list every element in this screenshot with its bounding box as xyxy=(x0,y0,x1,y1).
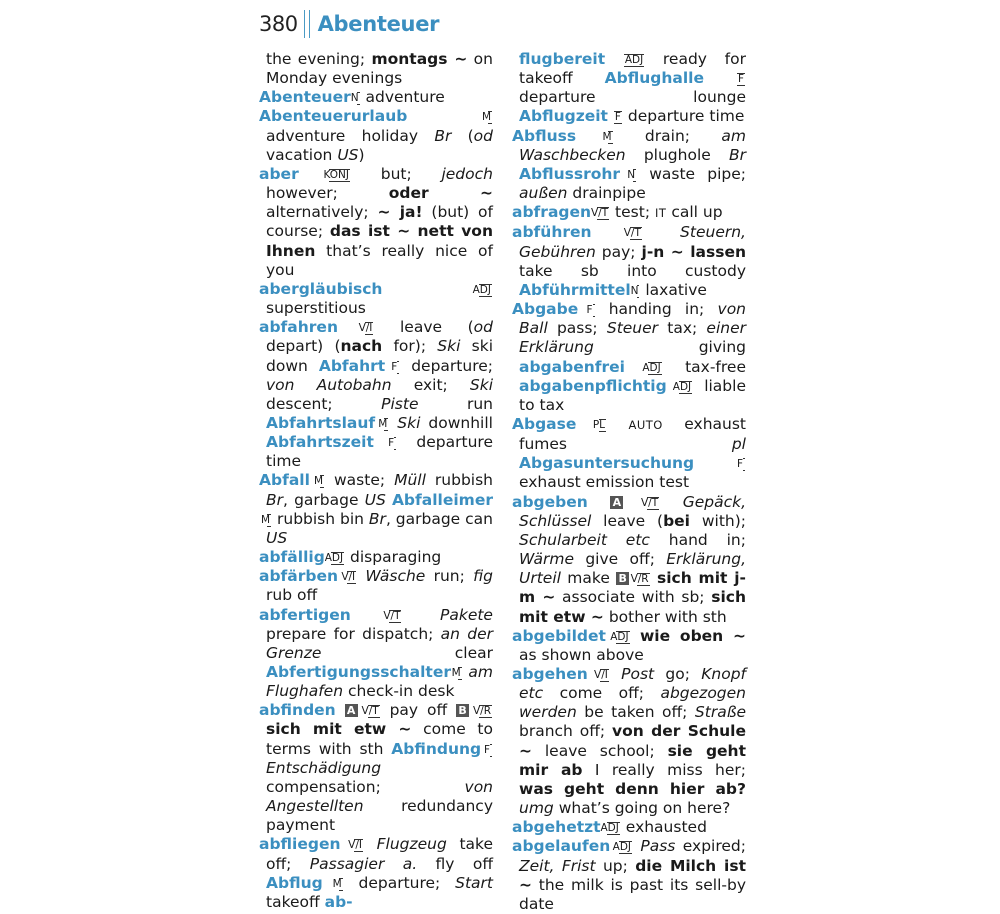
headword: abergläubisch xyxy=(259,279,383,298)
headword: abfahren xyxy=(259,318,338,337)
dictionary-entry: abfahren V/I leave (od depart) (nach for); Ski ski down Abfahrt F departure; von Autobahn exit; Ski descent; Piste run Abfahrtslauf M Ski downhill Abfahrtszeit F departure time xyxy=(259,318,494,471)
sense-marker: B xyxy=(616,572,629,585)
grammar-tag: V/I xyxy=(358,322,373,335)
headword: Abflughalle xyxy=(604,69,704,88)
header-divider xyxy=(304,10,310,38)
headword: aber xyxy=(259,164,299,183)
dictionary-entry: Abfluss M drain; am Waschbecken plughole Br Abflussrohr N waste pipe; außen drainpipe xyxy=(512,126,746,203)
grammar-tag: V/T xyxy=(383,609,401,622)
italic-gloss: Br xyxy=(728,145,746,164)
dictionary-entry: Abgabe F handing in; von Ball pass; Steuer tax; einer Erklärung giving abgabenfrei ADJ tax-free abgabenpflichtig ADJ liable to tax xyxy=(512,300,746,414)
bold-phrase: sie geht mir ab xyxy=(519,741,746,779)
italic-gloss: an der Grenze xyxy=(266,624,494,662)
headword: abfertigen xyxy=(259,605,351,624)
grammar-tag: V/T xyxy=(640,496,659,509)
italic-gloss: Ski xyxy=(437,337,461,356)
grammar-tag: ADJ xyxy=(324,552,344,565)
headword: abgehetzt xyxy=(512,818,601,837)
italic-gloss: von Autobahn xyxy=(266,375,392,394)
italic-gloss: pl xyxy=(731,435,746,454)
italic-gloss: Gepäck, Schlüssel xyxy=(519,492,746,530)
dictionary-column-left xyxy=(259,50,493,912)
bold-phrase: montags ~ xyxy=(371,50,468,68)
headword: abgebildet xyxy=(512,626,606,645)
grammar-tag: ADJ xyxy=(472,283,491,296)
dictionary-entry: abfertigen V/T Pakete prepare for dispatch; an der Grenze clear Abfertigungsschalter M am Flughafen check-in desk xyxy=(259,605,494,701)
running-head: Abenteuer xyxy=(317,12,440,36)
italic-gloss: jedoch xyxy=(441,164,493,183)
headword: abgabenfrei xyxy=(519,357,625,376)
italic-gloss: von Ball xyxy=(519,300,746,338)
headword: abfinden xyxy=(259,701,336,720)
bold-phrase: oder ~ xyxy=(388,184,493,203)
dictionary-entry: abfliegen V/I Flugzeug take off; Passagier a. fly off Abflug M departure; Start takeoff ab- xyxy=(259,835,494,911)
bold-phrase: was geht denn hier ab? xyxy=(519,779,746,798)
headword: Abflug xyxy=(266,873,323,892)
grammar-tag: N xyxy=(627,168,636,181)
bold-phrase: j-n ~ lassen xyxy=(641,242,746,261)
headword: ab- xyxy=(324,892,353,911)
headword: Abfindung xyxy=(391,739,482,758)
italic-gloss: US xyxy=(266,528,288,547)
bold-phrase: nach xyxy=(340,337,383,356)
headword: abfragen xyxy=(512,203,592,222)
italic-gloss: Straße xyxy=(694,703,746,722)
headword: Abfalleimer xyxy=(391,490,493,509)
bold-phrase: bei xyxy=(663,511,690,530)
headword: Abfahrt xyxy=(318,356,386,375)
grammar-tag: M xyxy=(261,513,271,526)
headword: Abfertigungsschalter xyxy=(266,663,451,681)
grammar-tag: M xyxy=(378,417,388,430)
dictionary-entry: abführen V/T Steuern, Gebühren pay; j-n ~ lassen take sb into custody Abführmittel N laxative xyxy=(512,223,746,299)
bold-phrase: von der Schule ~ xyxy=(519,722,747,760)
italic-gloss: am Flughafen xyxy=(266,663,493,701)
page-number: 380 xyxy=(259,12,298,36)
bold-phrase: sich mit j-m ~ xyxy=(519,569,746,607)
italic-gloss: Passagier a. xyxy=(309,854,418,873)
grammar-tag: V/R xyxy=(630,573,649,586)
sense-marker: A xyxy=(345,704,358,717)
italic-gloss: außen xyxy=(519,184,568,203)
dictionary-entry: Abfall M waste; Müll rubbish Br, garbage US Abfalleimer M rubbish bin Br, garbage can US xyxy=(259,471,493,547)
italic-gloss: Post xyxy=(621,665,655,683)
grammar-tag: M xyxy=(602,130,612,143)
headword: Abfahrtslauf xyxy=(266,413,376,432)
grammar-tag: PL xyxy=(592,418,606,431)
italic-gloss: Knopf etc xyxy=(519,665,746,703)
grammar-tag: M xyxy=(451,667,461,679)
subject-label: AUTO xyxy=(628,417,663,432)
grammar-tag: V/I xyxy=(594,669,608,681)
headword: abgeben xyxy=(512,492,588,511)
italic-gloss: Steuern, Gebühren xyxy=(519,223,746,261)
headword: abführen xyxy=(512,223,592,242)
grammar-tag: ADJ xyxy=(600,822,619,835)
italic-gloss: Zeit, Frist xyxy=(519,856,596,875)
headword: abfällig xyxy=(259,548,325,567)
dictionary-column-right xyxy=(512,50,746,914)
italic-gloss: Erklärung, Urteil xyxy=(519,550,746,588)
headword: Abfluss xyxy=(512,126,577,145)
grammar-tag: M xyxy=(481,111,491,124)
italic-gloss: einer Erklärung xyxy=(519,319,746,357)
italic-gloss: Piste xyxy=(381,394,419,413)
italic-gloss: Müll xyxy=(394,471,426,490)
italic-gloss: Flugzeug xyxy=(376,835,447,854)
subject-label: IT xyxy=(654,206,667,221)
grammar-tag: N xyxy=(630,284,639,297)
grammar-tag: V/I xyxy=(341,571,356,584)
italic-gloss: Br xyxy=(434,126,452,145)
grammar-tag: F xyxy=(737,458,744,471)
italic-gloss: Start xyxy=(455,873,493,892)
headword: flugbereit xyxy=(519,50,606,68)
grammar-tag: ADJ xyxy=(672,380,692,393)
dictionary-entry: abfragen V/T test; IT call up xyxy=(512,203,723,222)
grammar-tag: V/T xyxy=(361,705,379,718)
bold-phrase: sich mit etw ~ xyxy=(266,720,412,739)
headword: Abführmittel xyxy=(519,280,631,299)
dictionary-entry: abgebildet ADJ wie oben ~ as shown above xyxy=(512,626,746,664)
grammar-tag: V/T xyxy=(590,207,609,220)
italic-gloss: Steuer xyxy=(606,319,659,338)
italic-gloss: Pass xyxy=(640,837,676,856)
dictionary-entry: abgehen V/I Post go; Knopf etc come off; abgezogen werden be taken off; Straße branch off; von der Schule ~ leave school; sie geht mir ab I really miss her; was geht denn hier ab? umg what’s going on here? xyxy=(512,665,747,818)
grammar-tag: ADJ xyxy=(610,630,629,643)
italic-gloss: US xyxy=(337,145,359,164)
grammar-tag: F xyxy=(484,743,491,756)
page-header xyxy=(259,8,439,40)
bold-phrase: ~ ja! xyxy=(377,203,423,222)
italic-gloss: Br xyxy=(368,509,386,528)
headword: Abgasuntersuchung xyxy=(519,454,695,473)
bold-phrase: sich mit etw ~ xyxy=(519,588,746,626)
grammar-tag: F xyxy=(388,437,395,450)
italic-gloss: od xyxy=(473,318,493,337)
grammar-tag: V/R xyxy=(472,705,491,718)
dictionary-entry: Abenteuer N adventure xyxy=(259,88,445,107)
grammar-tag: F xyxy=(737,73,744,86)
headword: Abenteuer xyxy=(259,88,351,107)
grammar-tag: ADJ xyxy=(612,841,632,854)
italic-gloss: US xyxy=(364,490,386,509)
dictionary-entry: Abenteuerurlaub M adventure holiday Br (od vacation US) xyxy=(259,107,493,164)
entry-continuation: flugbereit ADJ ready for takeoff Abflughalle F departure lounge Abflugzeit F departure time xyxy=(519,50,746,126)
grammar-tag: N xyxy=(350,92,359,105)
italic-gloss: Schularbeit etc xyxy=(519,530,650,549)
grammar-tag: F xyxy=(586,304,593,317)
italic-gloss: umg xyxy=(519,799,554,818)
grammar-tag: KONJ xyxy=(323,168,349,181)
italic-gloss: Pakete xyxy=(440,605,493,624)
headword: Abgase xyxy=(512,414,577,433)
dictionary-entry: Abgase PL AUTO exhaust fumes pl Abgasuntersuchung F exhaust emission test xyxy=(512,414,746,492)
headword: Abfahrtszeit xyxy=(266,433,374,452)
grammar-tag: V/I xyxy=(348,839,362,852)
italic-gloss: Br xyxy=(266,490,284,509)
italic-gloss: Ski xyxy=(397,413,421,432)
sense-marker: B xyxy=(456,704,469,717)
dictionary-entry: abergläubisch ADJ superstitious xyxy=(259,279,491,318)
grammar-tag: V/T xyxy=(623,227,641,240)
bold-phrase: die Milch ist ~ xyxy=(519,856,746,894)
italic-gloss: od xyxy=(473,126,493,145)
grammar-tag: ADJ xyxy=(642,361,661,374)
headword: abgehen xyxy=(512,665,588,683)
italic-gloss: Wärme xyxy=(519,550,574,569)
dictionary-entry: abfärben V/I Wäsche run; fig rub off xyxy=(259,567,493,605)
grammar-tag: M xyxy=(313,475,323,488)
headword: Abfall xyxy=(259,471,310,490)
headword: abfärben xyxy=(259,567,339,586)
dictionary-entry: abgeben A V/T Gepäck, Schlüssel leave (bei with); Schularbeit etc hand in; Wärme give off; Erklärung, Urteil make B V/R sich mit j-m ~ associate with sb; sich mit etw ~ bother with sth xyxy=(512,492,746,626)
headword: Abenteuerurlaub xyxy=(259,107,408,126)
grammar-tag: F xyxy=(391,360,398,373)
dictionary-entry: abfällig ADJ disparaging xyxy=(259,548,442,567)
headword: abgabenpflichtig xyxy=(519,376,667,395)
italic-gloss: fig xyxy=(473,567,493,586)
headword: Abgabe xyxy=(512,300,579,319)
entry-continuation: the evening; montags ~ on Monday evenings xyxy=(266,50,493,88)
grammar-tag: M xyxy=(332,877,342,890)
dictionary-entry: aber KONJ but; jedoch however; oder ~ alternatively; ~ ja! (but) of course; das ist ~ nett von Ihnen that’s really nice of you xyxy=(259,164,493,279)
dictionary-entry: abgelaufen ADJ Pass expired; Zeit, Frist up; die Milch ist ~ the milk is past its sell-by date xyxy=(512,837,746,913)
italic-gloss: am Waschbecken xyxy=(519,126,746,164)
headword: Abflussrohr xyxy=(519,164,621,183)
bold-phrase: das ist ~ nett von Ihnen xyxy=(266,222,493,260)
italic-gloss: Entschädigung xyxy=(266,758,382,777)
sense-marker: A xyxy=(610,496,623,509)
headword: abgelaufen xyxy=(512,837,611,856)
headword: abfliegen xyxy=(259,835,341,854)
grammar-tag: ADJ xyxy=(624,54,644,66)
grammar-tag: F xyxy=(614,111,621,124)
headword: Abflugzeit xyxy=(519,107,608,126)
italic-gloss: abgezogen werden xyxy=(519,684,746,722)
dictionary-entry: abfinden A V/T pay off B V/R sich mit etw ~ come to terms with sth Abfindung F Entschädigung compensation; von Angestellten redundancy payment xyxy=(259,701,493,835)
italic-gloss: Wäsche xyxy=(365,567,426,586)
bold-phrase: wie oben ~ xyxy=(639,626,746,645)
dictionary-entry: abgehetzt ADJ exhausted xyxy=(512,818,707,837)
italic-gloss: Ski xyxy=(469,375,493,394)
italic-gloss: von Angestellten xyxy=(266,777,493,816)
